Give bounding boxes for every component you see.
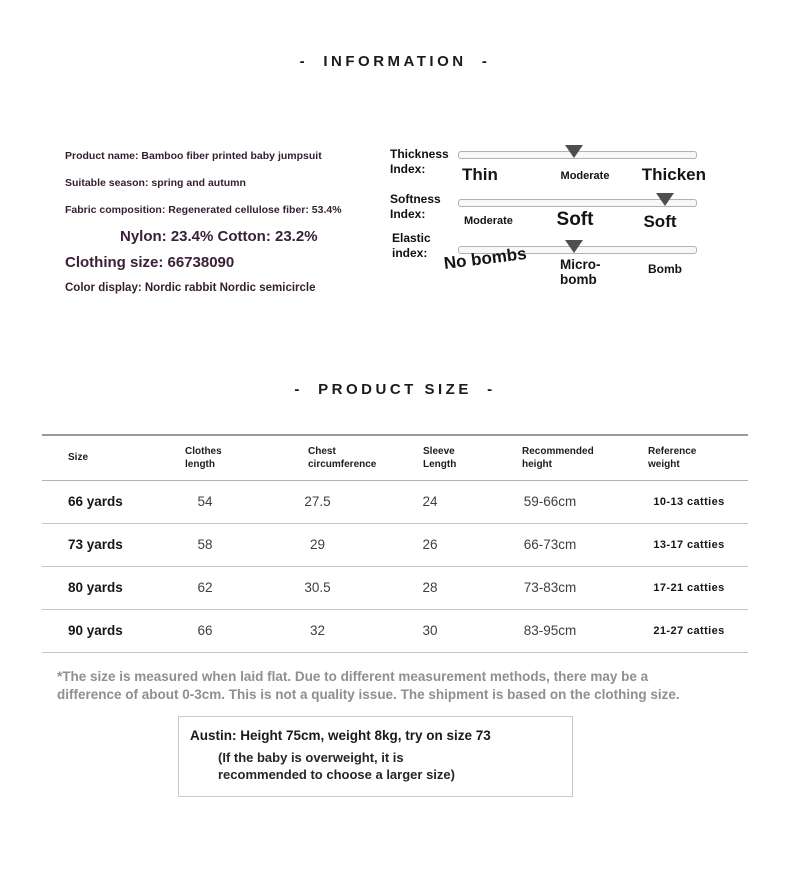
information-section-title: - INFORMATION -: [299, 53, 491, 70]
measurement-note: [57, 668, 680, 703]
reference-weight-value: 17-21 catties: [653, 581, 725, 594]
thickness-option-thin: Thin: [462, 165, 498, 184]
sleeve-length-value: 28: [422, 580, 438, 595]
fit-note-subtext-line1: (If the baby is overweight, it is: [218, 750, 404, 765]
chest-circumference-value: 27.5: [304, 494, 331, 509]
recommended-height-value: 73-83cm: [523, 580, 577, 595]
elastic-index-label: [392, 231, 431, 261]
measurement-note-line2: difference of about 0-3cm. This is not a quality issue. The shipment is based on the clothing size.: [57, 686, 680, 702]
recommended-height-value: 83-95cm: [523, 623, 577, 638]
header-chest-circumference: Chest circumference: [308, 445, 377, 470]
softness-option-moderate: Moderate: [464, 215, 513, 227]
softness-option-soft-right: Soft: [643, 212, 677, 231]
softness-slider-track: [458, 199, 697, 207]
thickness-label-line1: Thickness: [390, 147, 449, 161]
fit-note-subtext-line2: recommended to choose a larger size): [218, 766, 455, 782]
sleeve-length-value: 30: [422, 623, 438, 638]
header-reference-weight: Reference weight: [648, 445, 697, 470]
softness-slider-marker-icon: [656, 193, 674, 206]
thickness-label-line2: Index:: [390, 162, 426, 176]
sleeve-length-value: 26: [422, 537, 438, 552]
header-sleeve-length: Sleeve Length: [423, 445, 457, 470]
clothes-length-value: 58: [197, 537, 213, 552]
recommended-height-value: 66-73cm: [523, 537, 577, 552]
clothes-length-value: 66: [197, 623, 213, 638]
fabric-composition-2-text: Nylon: 23.4% Cotton: 23.2%: [120, 228, 318, 245]
table-row: [42, 480, 748, 523]
table-row: [42, 566, 748, 609]
elastic-micro-bomb-line1: Micro-: [560, 257, 601, 272]
recommended-height-value: 59-66cm: [523, 494, 577, 509]
header-size: Size: [68, 452, 89, 464]
thickness-option-thicken: Thicken: [641, 165, 706, 184]
elastic-label-line2: index:: [392, 246, 428, 260]
elastic-option-micro-bomb: [560, 257, 601, 287]
thickness-slider-marker-icon: [565, 145, 583, 158]
thickness-index-label: [390, 147, 449, 177]
size-value: 66 yards: [68, 494, 123, 509]
header-recommended-height: Recommended height: [522, 445, 594, 470]
size-table-header-row: [42, 435, 748, 480]
reference-weight-value: 13-17 catties: [653, 538, 725, 551]
size-value: 73 yards: [68, 537, 123, 552]
size-table: [42, 434, 748, 653]
color-display-text: Color display: Nordic rabbit Nordic semicircle: [65, 282, 316, 294]
chest-circumference-value: 30.5: [304, 580, 331, 595]
fabric-composition-text: Fabric composition: Regenerated cellulose fiber: 53.4%: [65, 204, 342, 216]
reference-weight-value: 21-27 catties: [653, 624, 725, 637]
softness-index-label: [390, 192, 441, 222]
elastic-option-bomb: Bomb: [648, 262, 682, 276]
chest-circumference-value: 32: [309, 623, 326, 638]
sleeve-length-value: 24: [422, 494, 438, 509]
clothes-length-value: 62: [197, 580, 213, 595]
suitable-season-text: Suitable season: spring and autumn: [65, 177, 246, 189]
chest-circumference-value: 29: [309, 537, 326, 552]
product-name-text: Product name: Bamboo fiber printed baby jumpsuit: [65, 150, 322, 162]
softness-label-line2: Index:: [390, 207, 426, 221]
size-value: 80 yards: [68, 580, 123, 595]
measurement-note-line1: *The size is measured when laid flat. Due to different measurement methods, there may be a: [57, 669, 649, 684]
clothing-size-text: Clothing size: 66738090: [65, 254, 235, 271]
fit-note-title: Austin: Height 75cm, weight 8kg, try on size 73: [190, 728, 491, 743]
header-clothes-length: Clothes length: [185, 445, 222, 470]
softness-option-soft-mid: Soft: [556, 209, 594, 230]
thickness-option-moderate: Moderate: [560, 170, 610, 182]
product-size-section-title: - PRODUCT SIZE -: [294, 381, 496, 398]
elastic-label-line1: Elastic: [392, 231, 431, 245]
fit-note-subtext: [218, 750, 561, 783]
table-row: [42, 523, 748, 566]
thickness-slider-track: [458, 151, 697, 159]
fit-note-box: [178, 716, 573, 797]
elastic-option-no-bombs: No bombs: [442, 243, 528, 273]
clothes-length-value: 54: [197, 494, 213, 509]
softness-label-line1: Softness: [390, 192, 441, 206]
elastic-micro-bomb-line2: bomb: [560, 272, 597, 287]
size-value: 90 yards: [68, 623, 123, 638]
reference-weight-value: 10-13 catties: [653, 495, 725, 508]
table-row: [42, 609, 748, 652]
elastic-slider-marker-icon: [565, 240, 583, 253]
